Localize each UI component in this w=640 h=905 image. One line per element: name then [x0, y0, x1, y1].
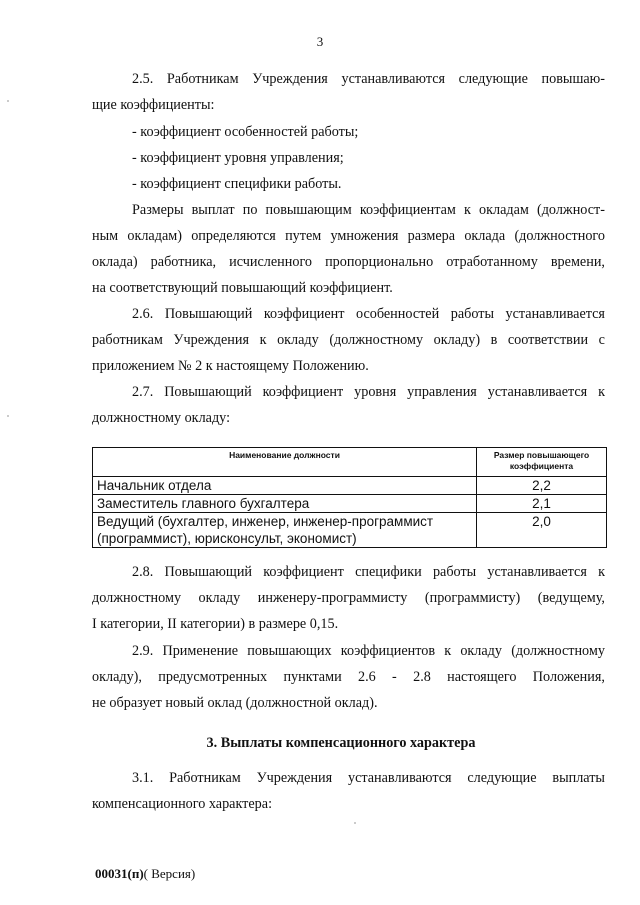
document-code: 00031(п) — [95, 866, 144, 881]
p25b-line-2: ным окладам) определяются путем умножения размера оклада (должностного — [92, 228, 605, 244]
p31-line-2: компенсационного характера: — [92, 796, 273, 812]
list-item: - коэффициент специфики работы. — [132, 176, 342, 192]
p25-line-1: 2.5. Работникам Учреждения устанавливаются следующие повышаю- — [132, 71, 605, 87]
p25b-line-3: оклада) работника, исчисленного пропорционально отработанному времени, — [92, 254, 605, 270]
scan-speck — [7, 415, 9, 417]
p26-line-1: 2.6. Повышающий коэффициент особенностей работы устанавливается — [132, 306, 605, 322]
p27-line-1: 2.7. Повышающий коэффициент уровня управления устанавливается к — [132, 384, 605, 400]
scan-speck — [354, 822, 356, 824]
p29-line-2: окладу), предусмотренных пунктами 2.6 - 2.8 настоящего Положения, — [92, 669, 605, 685]
scan-speck — [7, 100, 9, 102]
section-heading: 3. Выплаты компенсационного характера — [206, 735, 476, 751]
list-item: - коэффициент особенностей работы; — [132, 124, 359, 140]
column-header-position: Наименование должности — [93, 448, 477, 477]
table-row — [93, 477, 607, 495]
cell-coefficient: 2,0 — [477, 513, 607, 548]
cell-position: Ведущий (бухгалтер, инженер, инженер-программист (программист), юрисконсульт, экономист) — [93, 513, 477, 548]
document-version: ( Версия) — [143, 866, 196, 881]
p26-line-3: приложением № 2 к настоящему Положению. — [92, 358, 369, 374]
cell-position: Начальник отдела — [93, 477, 477, 495]
p26-line-2: работникам Учреждения к окладу (должностному окладу) в соответствии с — [92, 332, 605, 348]
p25-line-2: щие коэффициенты: — [92, 97, 215, 113]
p31-line-1: 3.1. Работникам Учреждения устанавливаются следующие выплаты — [132, 770, 605, 786]
p25b-line-4: на соответствующий повышающий коэффициент. — [92, 280, 393, 296]
list-item: - коэффициент уровня управления; — [132, 150, 344, 166]
document-footer — [95, 866, 195, 882]
table-row — [93, 495, 607, 513]
cell-coefficient: 2,2 — [477, 477, 607, 495]
p27-line-2: должностному окладу: — [92, 410, 231, 426]
cell-coefficient: 2,1 — [477, 495, 607, 513]
p28-line-1: 2.8. Повышающий коэффициент специфики работы устанавливается к — [132, 564, 605, 580]
p28-line-3: I категории, II категории) в размере 0,15. — [92, 616, 339, 632]
cell-position: Заместитель главного бухгалтера — [93, 495, 477, 513]
column-header-coefficient: Размер повышающего коэффициента — [477, 448, 607, 477]
p25b-line-1: Размеры выплат по повышающим коэффициентам к окладам (должност- — [132, 202, 605, 218]
table-row — [93, 513, 607, 548]
page-number: 3 — [316, 34, 324, 49]
coefficient-table — [92, 447, 607, 548]
p28-line-2: должностному окладу инженеру-программисту (программисту) (ведущему, — [92, 590, 605, 606]
p29-line-3: не образует новый оклад (должностной оклад). — [92, 695, 378, 711]
p29-line-1: 2.9. Применение повышающих коэффициентов к окладу (должностному — [132, 643, 605, 659]
table-header-row — [93, 448, 607, 477]
